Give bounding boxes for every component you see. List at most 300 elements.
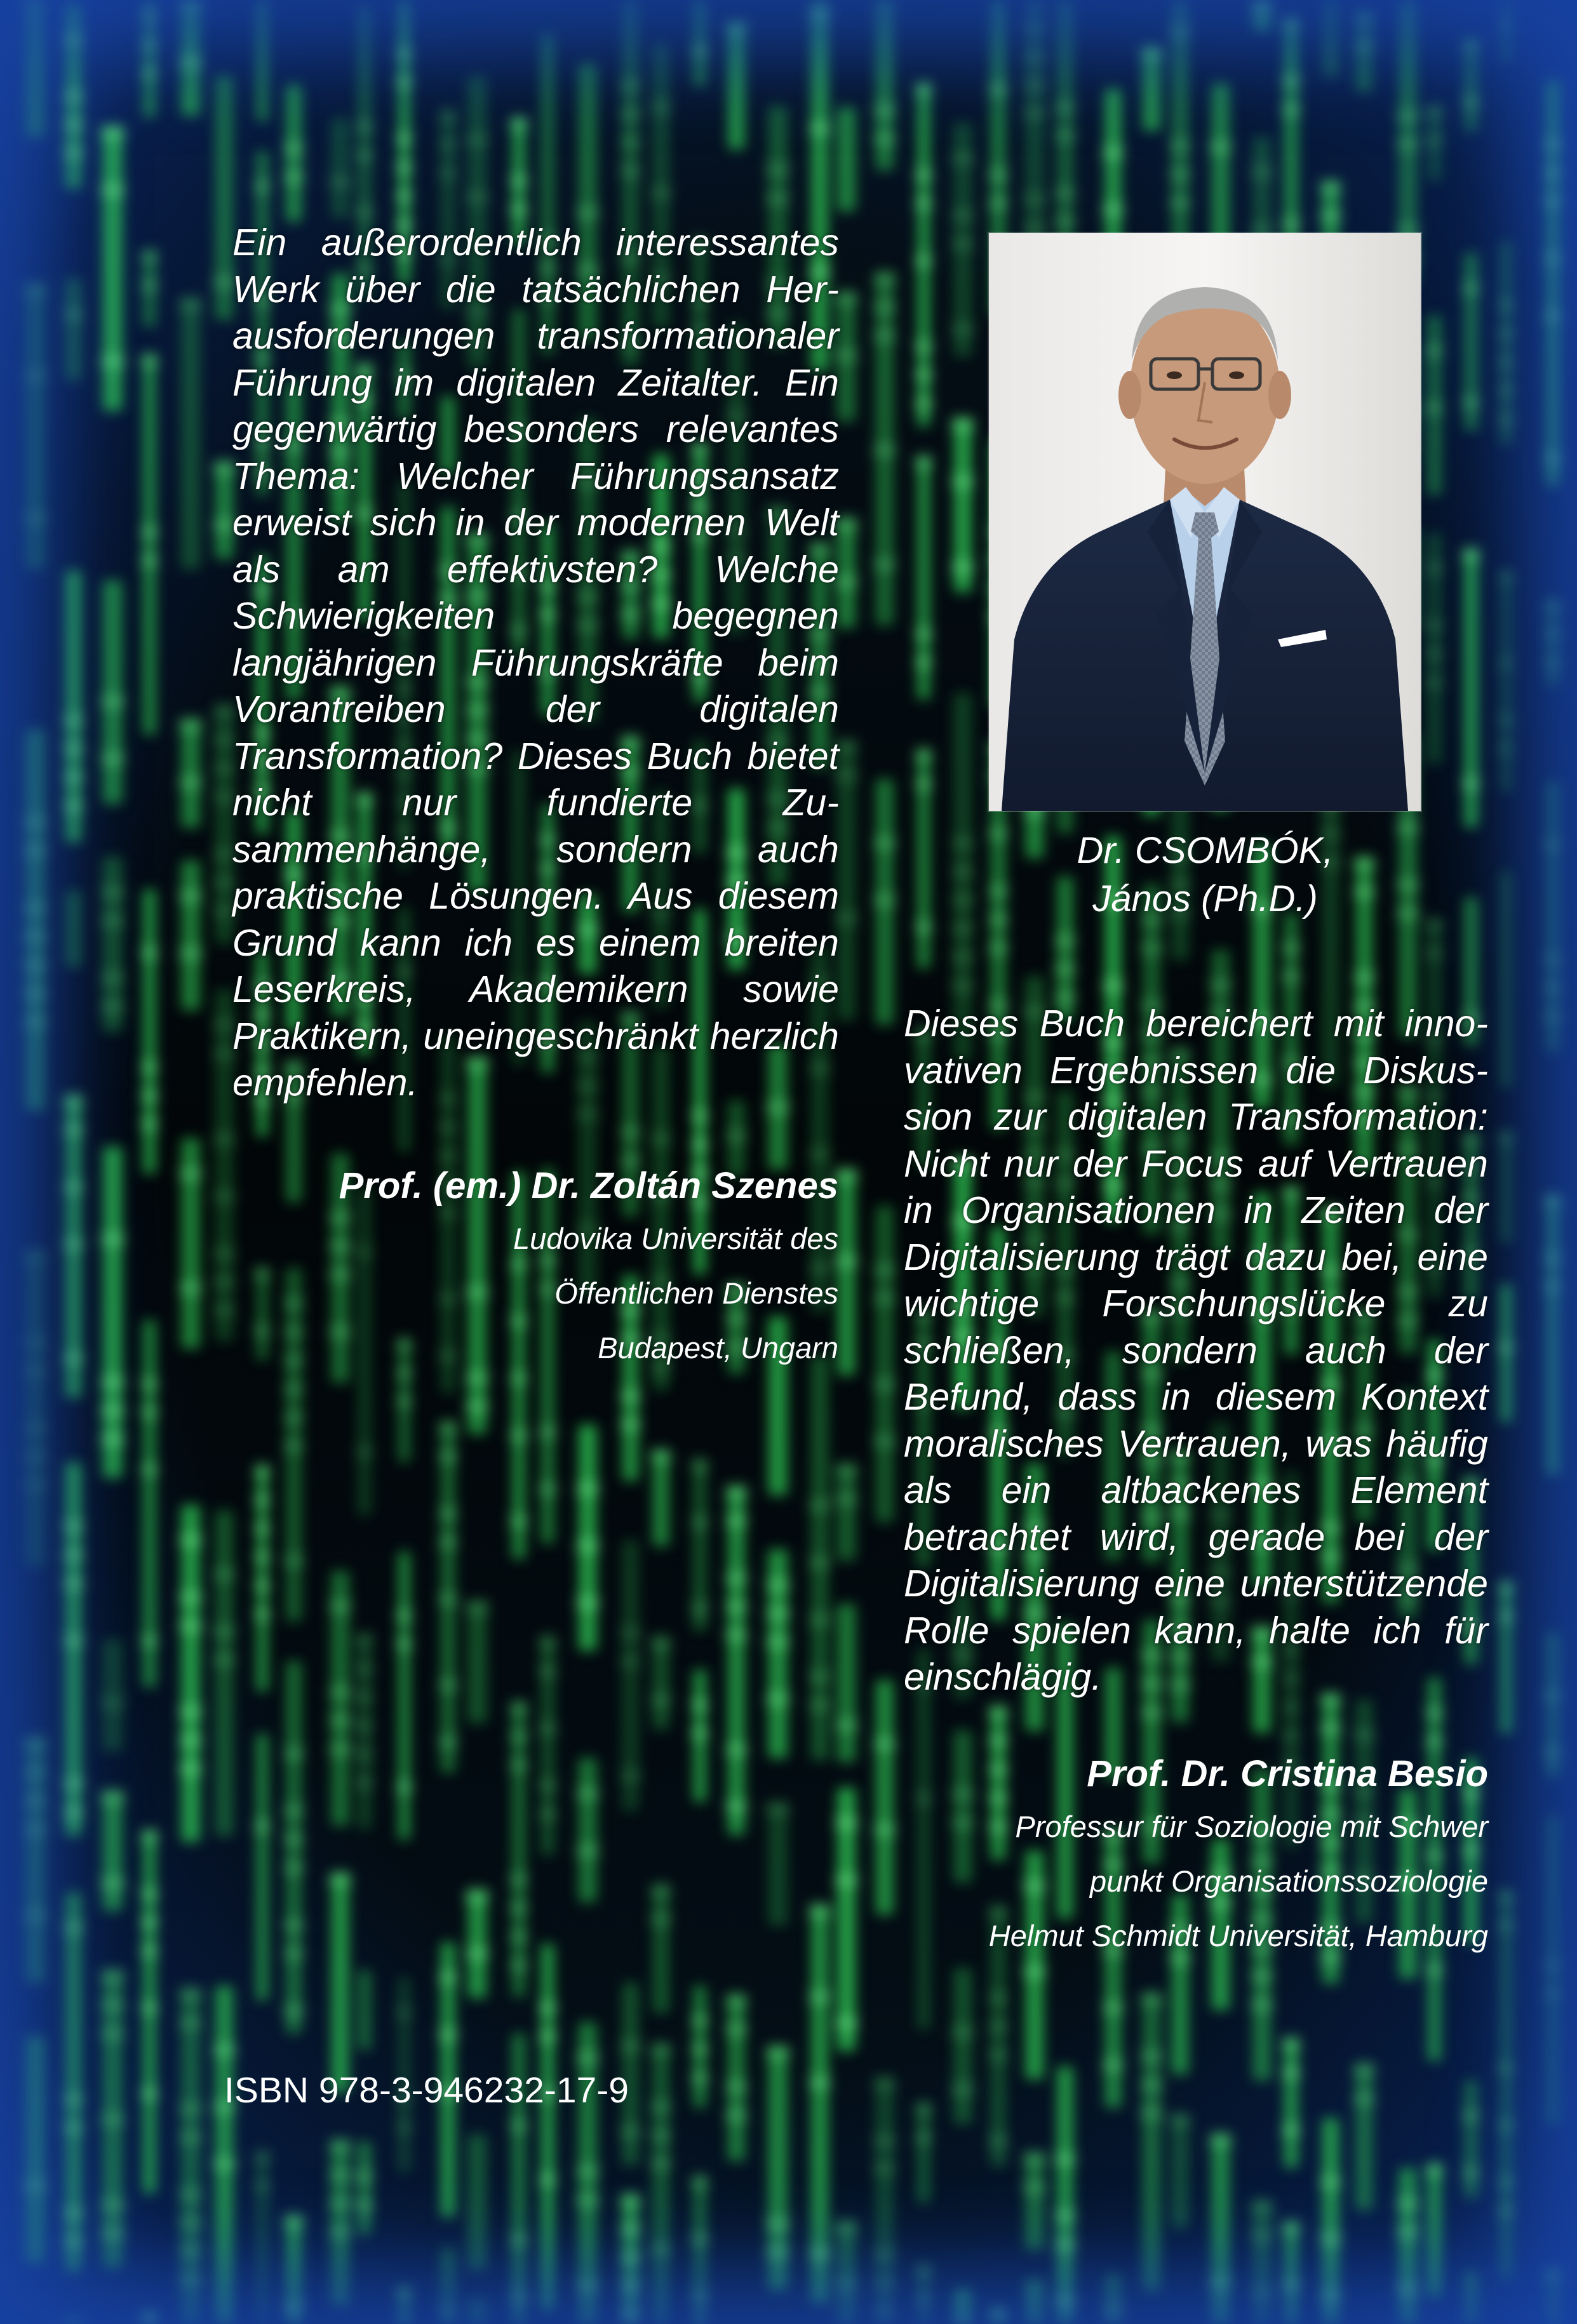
code-rain-glyph <box>510 174 528 188</box>
code-rain-streak <box>954 1968 971 2124</box>
code-rain-glyph <box>23 844 46 858</box>
code-rain-glyph <box>1463 95 1480 109</box>
code-rain-glyph <box>576 2165 599 2179</box>
code-rain-glyph <box>766 1635 790 1649</box>
code-rain-glyph <box>284 142 304 156</box>
code-rain-glyph <box>1499 412 1514 426</box>
code-rain-streak <box>1356 2063 1372 2210</box>
code-rain-glyph <box>951 208 974 222</box>
code-rain-glyph <box>100 126 124 140</box>
code-rain-glyph <box>989 1991 1009 2005</box>
code-rain-glyph <box>915 455 932 469</box>
code-rain-streak <box>103 1147 122 1478</box>
code-rain-glyph <box>621 164 641 178</box>
code-rain-streak <box>399 1552 410 1840</box>
code-rain-glyph <box>1499 1918 1514 1932</box>
code-rain-glyph <box>1545 627 1562 641</box>
code-rain-glyph <box>951 2318 974 2324</box>
code-rain-glyph <box>1169 168 1190 182</box>
code-rain-glyph <box>692 1698 709 1712</box>
code-rain-glyph <box>1499 355 1514 369</box>
code-rain-glyph <box>873 1434 896 1448</box>
code-rain-glyph <box>1397 137 1419 151</box>
code-rain-glyph <box>809 1670 831 1684</box>
code-rain-glyph <box>23 815 46 829</box>
code-rain-glyph <box>726 22 748 36</box>
code-rain-glyph <box>329 1714 351 1728</box>
left-review-quote: Ein außerordentlich interessantes Werk über die tatsächlichen Herausforderungen transformationaler Führung im digitalen Zeitalter. Ein gegenwärtig besonders relevantes Thema: Welcher Führungsansatz erweist sich in der modernen Welt als am effektivsten? Welche Schwierigkeiten begegnen langjährigen Führungskräfte beim Vorantreiben der digitalen Transformation? Dieses Buch bietet nicht nur fundierte Zusammenhänge, sondern auch praktische Lösungen. Aus diesem Grund kann ich es einem breiten Leserkreis, Akademikern sowie Praktikern, uneingeschränkt herzlich empfehlen. <box>232 222 839 1104</box>
code-rain-glyph <box>23 1478 46 1492</box>
code-rain-glyph <box>1141 942 1163 956</box>
code-rain-glyph <box>692 2014 709 2028</box>
code-rain-glyph <box>539 1779 556 1793</box>
code-rain-glyph <box>726 1743 748 1757</box>
code-rain-glyph <box>329 2168 351 2182</box>
code-rain-glyph <box>141 1634 158 1648</box>
code-rain-glyph <box>1023 21 1046 35</box>
code-rain-streak <box>694 0 706 86</box>
code-rain-glyph <box>1499 1131 1514 1145</box>
code-rain-glyph <box>576 2194 599 2208</box>
code-rain-glyph <box>141 250 158 264</box>
code-rain-glyph <box>141 1916 158 1930</box>
code-rain-glyph <box>1251 2286 1273 2300</box>
code-rain-glyph <box>1426 133 1444 147</box>
code-rain-streak <box>257 1733 268 2001</box>
code-rain-streak <box>1057 2066 1073 2324</box>
code-rain-glyph <box>621 1626 641 1640</box>
code-rain-glyph <box>915 920 932 934</box>
code-rain-streak <box>728 1994 745 2161</box>
code-rain-glyph <box>576 1107 599 1121</box>
code-rain-glyph <box>621 2125 641 2139</box>
code-rain-streak <box>1501 1581 1512 1733</box>
code-rain-glyph <box>1141 1993 1163 2007</box>
code-rain-glyph <box>63 1095 83 1109</box>
code-rain-glyph <box>1282 1700 1301 1714</box>
code-rain-glyph <box>329 175 351 189</box>
code-rain-glyph <box>284 1947 304 1961</box>
code-rain-glyph <box>650 2043 671 2057</box>
code-rain-glyph <box>23 987 46 1001</box>
code-rain-glyph <box>1499 1890 1514 1904</box>
code-rain-glyph <box>809 7 831 21</box>
code-rain-glyph <box>539 2001 556 2015</box>
code-rain-streak <box>1285 2221 1298 2324</box>
code-rain-streak <box>257 0 268 121</box>
code-rain-glyph <box>1426 344 1444 358</box>
code-rain-streak <box>1143 1993 1160 2292</box>
code-rain-streak <box>579 1758 596 1902</box>
code-rain-streak <box>215 1511 232 1836</box>
code-rain-glyph <box>439 109 457 123</box>
code-rain-glyph <box>1251 165 1273 179</box>
code-rain-glyph <box>835 2016 858 2030</box>
code-rain-streak <box>103 1639 122 1751</box>
code-rain-glyph <box>915 340 932 354</box>
code-rain-glyph <box>179 889 203 903</box>
code-rain-glyph <box>510 1429 528 1443</box>
code-rain-glyph <box>1209 978 1231 992</box>
code-rain-glyph <box>692 1459 709 1473</box>
code-rain-glyph <box>329 1599 351 1613</box>
code-rain-glyph <box>1282 2066 1301 2080</box>
code-rain-glyph <box>766 1606 790 1620</box>
code-rain-glyph <box>141 2087 158 2101</box>
code-rain-streak <box>65 891 81 968</box>
code-rain-glyph <box>1545 166 1562 180</box>
code-rain-glyph <box>284 2215 304 2229</box>
code-rain-glyph <box>1426 676 1444 690</box>
photo-caption-name: Dr. CSOMBÓK, <box>1077 830 1334 871</box>
code-rain-glyph <box>1169 139 1190 153</box>
code-rain-glyph <box>439 1971 457 1985</box>
code-rain-glyph <box>329 1685 351 1699</box>
code-rain-glyph <box>396 2120 412 2134</box>
code-rain-glyph <box>356 2170 373 2184</box>
code-rain-glyph <box>1023 78 1046 92</box>
code-rain-glyph <box>650 1636 671 1650</box>
code-rain-glyph <box>179 946 203 960</box>
code-rain-glyph <box>396 189 412 203</box>
code-rain-glyph <box>1545 251 1562 265</box>
code-rain-streak <box>332 1873 349 2093</box>
code-rain-glyph <box>1320 2233 1341 2247</box>
code-rain-glyph <box>510 1701 528 1715</box>
code-rain-glyph <box>692 44 709 58</box>
code-rain-glyph <box>726 2080 748 2094</box>
code-rain-glyph <box>510 1930 528 1944</box>
code-rain-glyph <box>1023 1965 1046 1979</box>
code-rain-glyph <box>439 1450 457 1464</box>
code-rain-glyph <box>539 2172 556 2186</box>
code-rain-glyph <box>835 1254 858 1268</box>
code-rain-glyph <box>951 2025 974 2039</box>
code-rain-glyph <box>1353 2092 1375 2106</box>
code-rain-streak <box>1501 570 1512 792</box>
code-rain-streak <box>215 1986 232 2324</box>
code-rain-glyph <box>396 2006 412 2020</box>
code-rain-glyph <box>809 1613 831 1627</box>
right-review-quote: Dieses Buch bereichert mit innovativen Ergebnissen die Diskussion zur digitalen Transformation: Nicht nur der Focus auf Vertrauen in Organisationen in Zeiten der Digitalisierung trägt dazu bei, eine wichtige Forschungslücke zu schließen, sondern auch der Befund, dass in diesem Kontext moralisches Vertrauen, was häufig als ein altbackenes Element betrachtet wird, gerade bei der Digitalisierung eine unterstützende Rolle spielen kann, halte ich für einschlägig. <box>904 1003 1488 1698</box>
code-rain-glyph <box>650 1693 671 1707</box>
code-rain-glyph <box>692 2071 709 2085</box>
code-rain-glyph <box>284 1918 304 1932</box>
code-rain-glyph <box>1055 215 1076 229</box>
code-rain-glyph <box>1545 838 1562 852</box>
code-rain-streak <box>1026 2152 1044 2250</box>
code-rain-glyph <box>396 1395 412 1409</box>
code-rain-glyph <box>1426 618 1444 632</box>
code-rain-streak <box>728 1486 745 1836</box>
code-rain-glyph <box>23 1335 46 1349</box>
code-rain-glyph <box>396 1609 412 1623</box>
code-rain-glyph <box>63 770 83 784</box>
code-rain-streak <box>838 2220 856 2324</box>
code-rain-glyph <box>650 1449 671 1463</box>
code-rain-glyph <box>396 75 412 89</box>
code-rain-glyph <box>439 138 457 152</box>
code-rain-glyph <box>396 132 412 146</box>
code-rain-glyph <box>1282 74 1301 88</box>
code-rain-glyph <box>284 1747 304 1761</box>
code-rain-glyph <box>650 100 671 114</box>
code-rain-glyph <box>989 2308 1009 2322</box>
code-rain-glyph <box>356 1747 373 1761</box>
code-rain-glyph <box>576 1596 599 1610</box>
code-rain-glyph <box>23 1908 46 1922</box>
code-rain-glyph <box>1499 1341 1514 1355</box>
left-review-author: Prof. (em.) Dr. Zoltán Szenes <box>339 1165 838 1206</box>
code-rain-glyph <box>835 1168 858 1182</box>
code-rain-streak <box>103 580 122 804</box>
code-rain-glyph <box>915 2102 932 2116</box>
code-rain-glyph <box>1545 1010 1562 1024</box>
code-rain-glyph <box>179 2216 203 2230</box>
code-rain-glyph <box>951 2082 974 2096</box>
code-rain-glyph <box>63 32 83 46</box>
code-rain-glyph <box>1023 192 1046 206</box>
code-rain-glyph <box>179 298 203 312</box>
code-rain-glyph <box>439 1678 457 1692</box>
code-rain-glyph <box>915 2264 932 2278</box>
code-rain-glyph <box>915 197 932 211</box>
code-rain-glyph <box>1169 196 1190 210</box>
code-rain-glyph <box>989 2048 1009 2062</box>
code-rain-streak <box>1465 2080 1478 2198</box>
code-rain-glyph <box>726 1486 748 1500</box>
code-rain-glyph <box>23 1822 46 1836</box>
code-rain-glyph <box>284 1804 304 1818</box>
code-rain-streak <box>468 1601 487 1723</box>
code-rain-glyph <box>284 1411 304 1425</box>
code-rain-streak <box>1547 1194 1560 1476</box>
code-rain-glyph <box>873 0 896 3</box>
code-rain-glyph <box>100 2113 124 2127</box>
code-rain-glyph <box>766 163 790 177</box>
code-rain-glyph <box>141 8 158 22</box>
code-rain-glyph <box>809 1556 831 1570</box>
code-rain-glyph <box>989 82 1009 96</box>
code-rain-glyph <box>1103 2058 1124 2072</box>
isbn-number: ISBN 978-3-946232-17-9 <box>224 2070 629 2111</box>
code-rain-glyph <box>1103 2001 1124 2015</box>
code-rain-glyph <box>539 1425 556 1439</box>
code-rain-glyph <box>63 1777 83 1791</box>
code-rain-glyph <box>915 749 932 763</box>
code-rain-glyph <box>1169 2113 1190 2127</box>
code-rain-streak <box>182 860 200 1010</box>
code-rain-glyph <box>213 2157 235 2171</box>
code-rain-glyph <box>63 1634 83 1648</box>
code-rain-streak <box>838 518 856 627</box>
code-rain-glyph <box>439 1421 457 1435</box>
code-rain-glyph <box>873 2077 896 2091</box>
code-rain-glyph <box>915 254 932 268</box>
code-rain-streak <box>876 1206 893 1522</box>
code-rain-glyph <box>621 136 641 150</box>
code-rain-glyph <box>141 1830 158 1844</box>
code-rain-glyph <box>650 2243 671 2257</box>
code-rain-glyph <box>726 1572 748 1586</box>
code-rain-glyph <box>915 83 932 97</box>
code-rain-streak <box>1501 1890 1512 2280</box>
code-rain-glyph <box>915 655 932 669</box>
code-rain-glyph <box>100 1404 124 1418</box>
code-rain-glyph <box>809 2247 831 2261</box>
code-rain-glyph <box>873 2163 896 2177</box>
code-rain-glyph <box>63 2319 83 2324</box>
code-rain-glyph <box>1320 1721 1341 1735</box>
code-rain-glyph <box>873 1292 896 1306</box>
code-rain-glyph <box>396 1638 412 1652</box>
code-rain-glyph <box>1141 1706 1163 1720</box>
code-rain-glyph <box>284 2004 304 2018</box>
code-rain-glyph <box>1023 0 1046 6</box>
code-rain-streak <box>468 2134 487 2271</box>
code-rain-glyph <box>1499 656 1514 670</box>
photo-caption <box>965 827 1445 923</box>
code-rain-glyph <box>356 1776 373 1790</box>
code-rain-glyph <box>1545 2268 1562 2282</box>
code-rain-glyph <box>100 1375 124 1389</box>
code-rain-glyph <box>1353 2063 1375 2077</box>
code-rain-glyph <box>356 1633 373 1647</box>
code-rain-glyph <box>873 2248 896 2262</box>
code-rain-glyph <box>809 1699 831 1713</box>
code-rain-glyph <box>1397 2225 1419 2239</box>
code-rain-glyph <box>650 1913 671 1927</box>
code-rain-glyph <box>915 168 932 182</box>
code-rain-glyph <box>466 1946 489 1960</box>
code-rain-glyph <box>621 2308 641 2322</box>
code-rain-glyph <box>726 1800 748 1814</box>
code-rain-glyph <box>873 1377 896 1391</box>
code-rain-glyph <box>141 1944 158 1958</box>
code-rain-streak <box>1501 871 1512 1088</box>
code-rain-glyph <box>329 2196 351 2210</box>
code-rain-glyph <box>510 1514 528 1528</box>
code-rain-glyph <box>1426 2163 1444 2177</box>
code-rain-glyph <box>989 2020 1009 2034</box>
code-rain-glyph <box>439 1507 457 1521</box>
code-rain-glyph <box>141 1462 158 1476</box>
code-rain-streak <box>1428 2163 1441 2297</box>
code-rain-glyph <box>1141 2050 1163 2064</box>
code-rain-glyph <box>692 2318 709 2324</box>
code-rain-streak <box>358 1970 370 2050</box>
code-rain-glyph <box>510 1730 528 1744</box>
code-rain-glyph <box>179 1762 203 1776</box>
code-rain-glyph <box>873 2134 896 2148</box>
code-rain-glyph <box>141 554 158 568</box>
code-rain-glyph <box>1282 2123 1301 2137</box>
code-rain-streak <box>918 2102 929 2203</box>
code-rain-glyph <box>915 368 932 382</box>
code-rain-glyph <box>1251 2200 1273 2214</box>
code-rain-glyph <box>63 146 83 160</box>
code-rain-glyph <box>1209 140 1231 154</box>
code-rain-glyph <box>1209 2276 1231 2290</box>
code-rain-streak <box>358 2141 370 2234</box>
code-rain-glyph <box>510 1901 528 1915</box>
code-rain-glyph <box>766 2246 790 2260</box>
code-rain-glyph <box>100 695 124 709</box>
code-rain-glyph <box>284 1439 304 1453</box>
code-rain-glyph <box>356 2198 373 2212</box>
code-rain-glyph <box>1463 2109 1480 2123</box>
code-rain-streak <box>1253 2200 1270 2324</box>
code-rain-glyph <box>692 2233 709 2247</box>
left-review-affiliation-line: Ludovika Universität des <box>513 1222 838 1255</box>
code-rain-glyph <box>510 1758 528 1772</box>
code-rain-glyph <box>179 1533 203 1547</box>
code-rain-glyph <box>439 1535 457 1549</box>
code-rain-streak <box>812 1904 828 2304</box>
code-rain-glyph <box>63 1805 83 1819</box>
code-rain-glyph <box>1463 548 1480 562</box>
code-rain-glyph <box>396 2315 412 2324</box>
code-rain-glyph <box>1545 1280 1562 1294</box>
code-rain-glyph <box>1023 107 1046 121</box>
code-rain-glyph <box>1055 100 1076 114</box>
code-rain-glyph <box>1055 2152 1076 2166</box>
code-rain-glyph <box>356 119 373 133</box>
code-rain-glyph <box>951 323 974 337</box>
code-rain-glyph <box>23 1250 46 1264</box>
code-rain-streak <box>65 279 81 381</box>
code-rain-glyph <box>650 2128 671 2142</box>
code-rain-glyph <box>1282 2278 1301 2292</box>
code-rain-glyph <box>726 1514 748 1528</box>
code-rain-glyph <box>809 1990 831 2004</box>
code-rain-glyph <box>621 1125 641 1139</box>
code-rain-glyph <box>1282 2221 1301 2235</box>
code-rain-glyph <box>1499 570 1514 584</box>
code-rain-streak <box>579 1425 596 1651</box>
code-rain-glyph <box>1499 18 1514 32</box>
code-rain-glyph <box>1499 384 1514 397</box>
code-rain-glyph <box>100 1232 124 1246</box>
code-rain-glyph <box>692 2175 709 2189</box>
code-rain-glyph <box>356 1445 373 1459</box>
code-rain-glyph <box>1545 137 1562 151</box>
code-rain-glyph <box>356 148 373 162</box>
code-rain-glyph <box>989 2134 1009 2148</box>
code-rain-glyph <box>873 893 896 907</box>
code-rain-glyph <box>621 1389 641 1403</box>
code-rain-glyph <box>989 941 1009 955</box>
code-rain-glyph <box>650 2100 671 2114</box>
code-rain-glyph <box>63 117 83 131</box>
code-rain-glyph <box>576 2280 599 2294</box>
code-rain-glyph <box>213 1653 235 1667</box>
code-rain-glyph <box>396 161 412 175</box>
code-rain-glyph <box>510 1958 528 1972</box>
code-rain-glyph <box>1545 1194 1562 1208</box>
code-rain-glyph <box>23 512 46 526</box>
code-rain-glyph <box>1463 2166 1480 2180</box>
code-rain-glyph <box>1353 971 1375 985</box>
code-rain-glyph <box>1282 941 1301 955</box>
code-rain-glyph <box>809 1499 831 1513</box>
code-rain-glyph <box>692 1516 709 1530</box>
code-rain-glyph <box>1320 180 1341 194</box>
code-rain-glyph <box>1320 2175 1341 2189</box>
code-rain-glyph <box>1282 2038 1301 2052</box>
code-rain-streak <box>513 1701 525 1997</box>
code-rain-glyph <box>100 999 124 1013</box>
